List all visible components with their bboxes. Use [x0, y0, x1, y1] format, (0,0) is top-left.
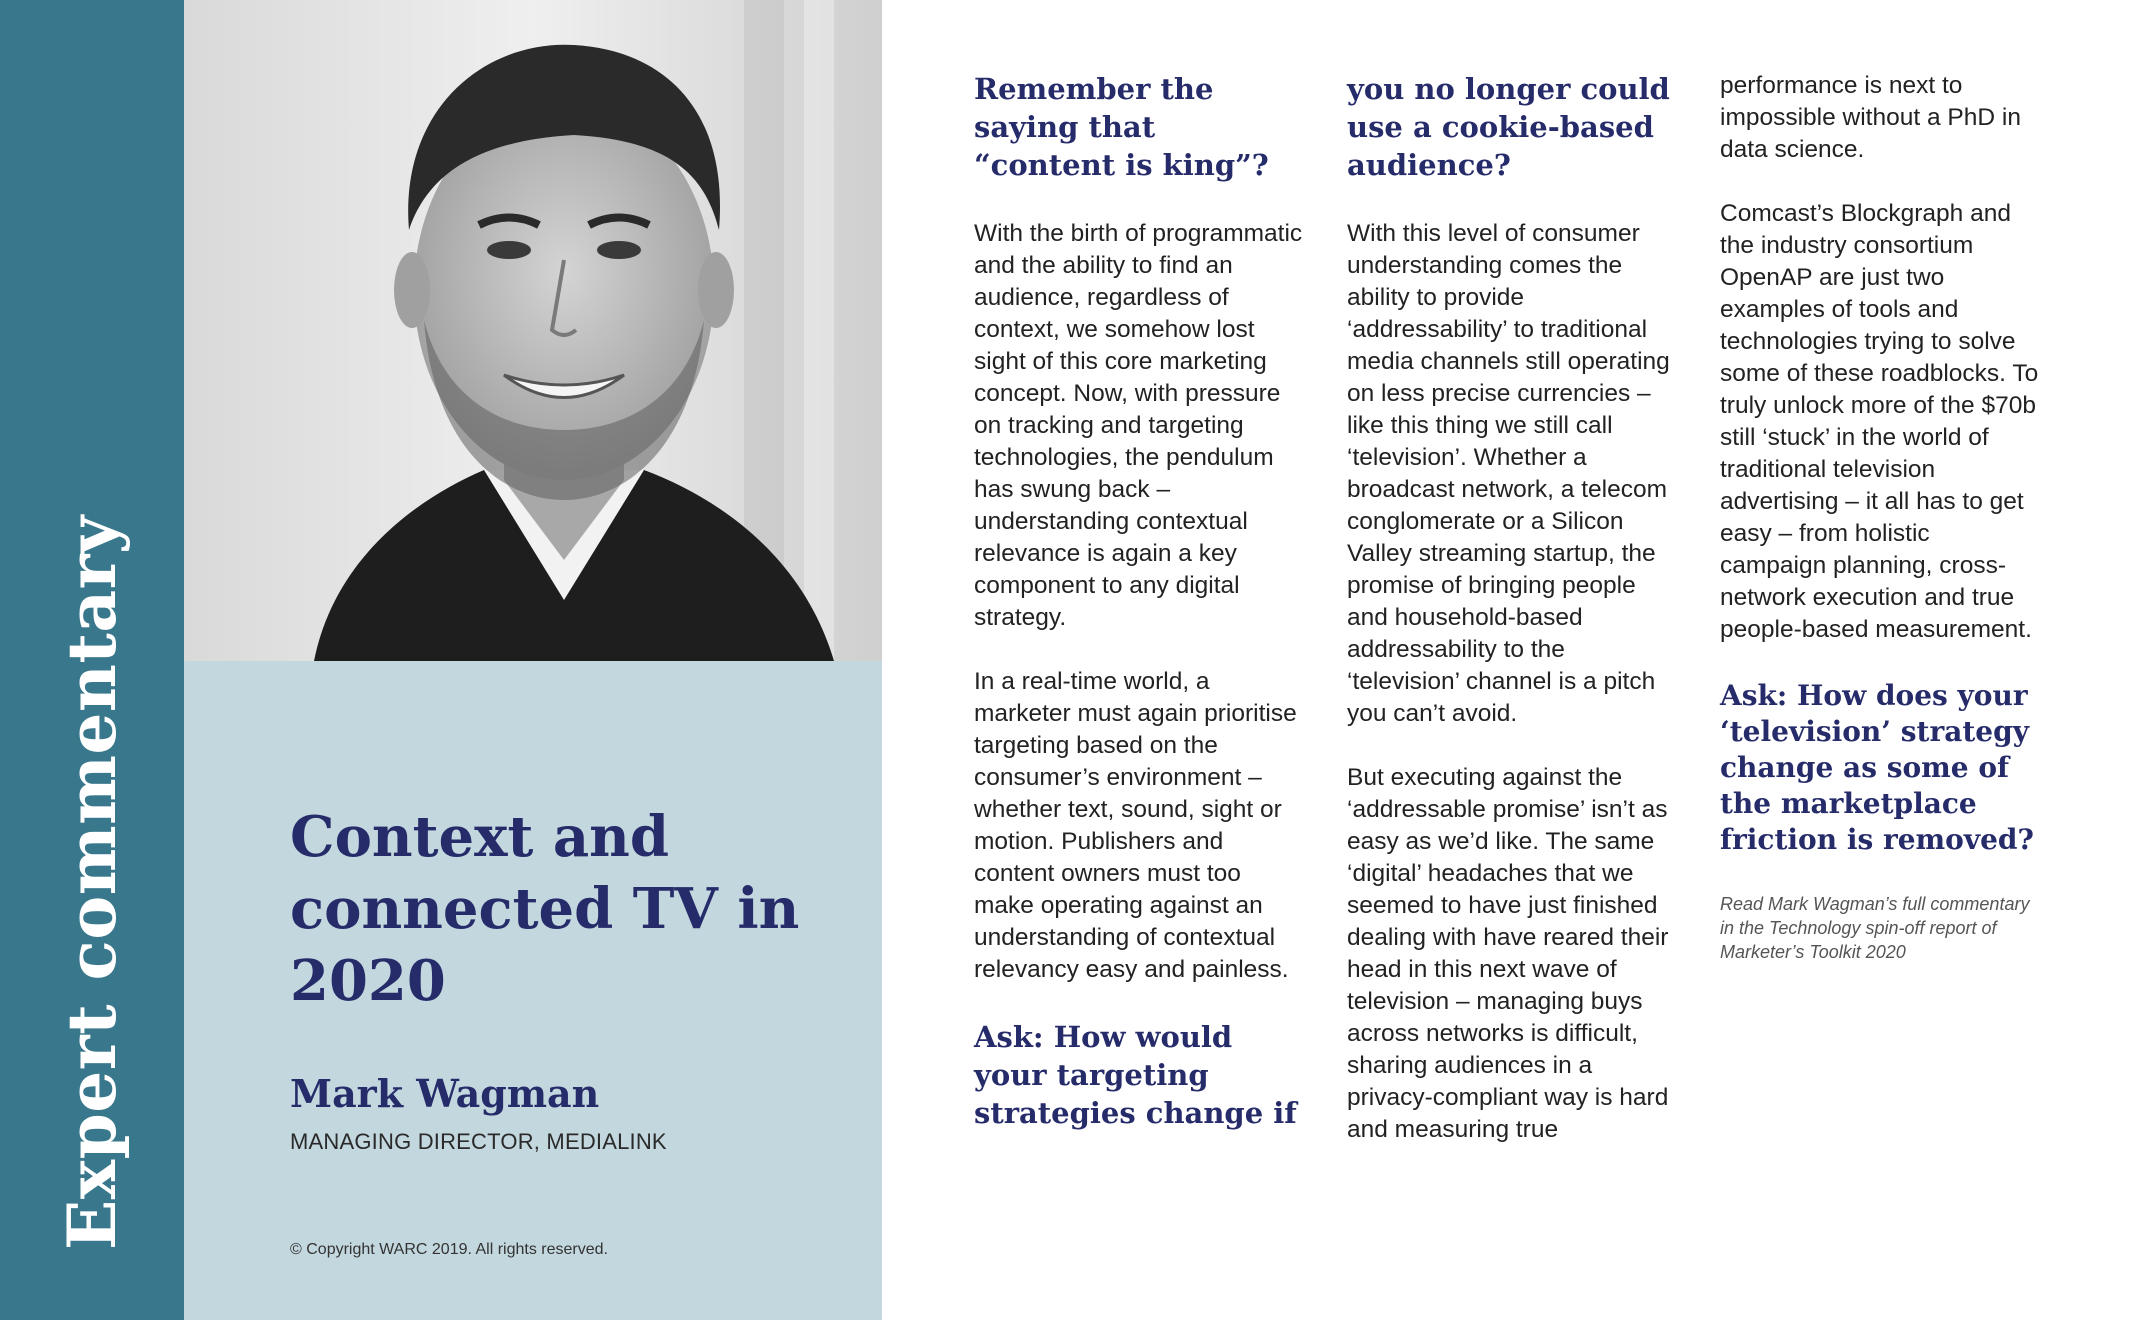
article-column-2 [1347, 70, 1677, 1178]
body-paragraph: Comcast’s Blockgraph and the industry consortium OpenAP are just two examples of tools and technologies trying to solve some of these roadblocks. To truly unlock more of the $70b still ‘stuck’ in the world of traditional television advertising – it all has to get easy – from holistic campaign planning, cross-network execution and true people-based measurement. [1720, 200, 2039, 643]
question-heading: Ask: How does your ‘television’ strategy change as some of the marketplace friction is removed? [1720, 679, 2034, 856]
article-column-1 [974, 70, 1304, 1166]
body-paragraph: But executing against the ‘addressable promise’ isn’t as easy as we’d like. The same ‘digital’ headaches that we seemed to have just finished dealing with have reared their head in this next wave of television – managing buys across networks is difficult, sharing audiences in a privacy-compliant way is hard and measuring true [1347, 764, 1669, 1143]
question-heading-continued: you no longer could use a cookie-based audience? [1347, 72, 1670, 182]
author-photo [184, 0, 882, 661]
body-paragraph-continued: performance is next to impossible without a PhD in data science. [1720, 72, 2021, 163]
article-column-3 [1720, 70, 2040, 964]
page-title: Context and connected TV in 2020 [290, 804, 800, 1014]
body-paragraph: With the birth of programmatic and the ability to find an audience, regardless of context, we somehow lost sight of this core marketing concept. Now, with pressure on tracking and targeting technologies, the pendulum has swung back – understanding contextual relevance is again a key component to any digital strategy. [974, 220, 1303, 631]
section-label: Expert commentary [53, 515, 131, 1250]
author-name: Mark Wagman [290, 1071, 600, 1116]
read-more-note: Read Mark Wagman’s full commentary in the Technology spin-off report of Marketer’s Toolkit 2020 [1720, 894, 2030, 962]
copyright-notice: © Copyright WARC 2019. All rights reserved. [290, 1241, 608, 1258]
title-panel [184, 661, 882, 1320]
body-paragraph: In a real-time world, a marketer must again prioritise targeting based on the consumer’s environment – whether text, sound, sight or motion. Publishers and content owners must too make operating against an understanding of contextual relevancy easy and painless. [974, 668, 1297, 983]
section-heading: Remember the saying that “content is king”? [974, 72, 1269, 182]
body-paragraph: With this level of consumer understanding comes the ability to provide ‘addressability’ to traditional media channels still operating on less precise currencies – like this thing we still call ‘television’. Whether a broadcast network, a telecom conglomerate or a Silicon Valley streaming startup, the promise of bringing people and household-based addressability to the ‘television’ channel is a pitch you can’t avoid. [1347, 220, 1670, 727]
sidebar [0, 0, 184, 1320]
question-heading: Ask: How would your targeting strategies change if [974, 1020, 1297, 1130]
author-role: MANAGING DIRECTOR, MEDIALINK [290, 1129, 667, 1154]
